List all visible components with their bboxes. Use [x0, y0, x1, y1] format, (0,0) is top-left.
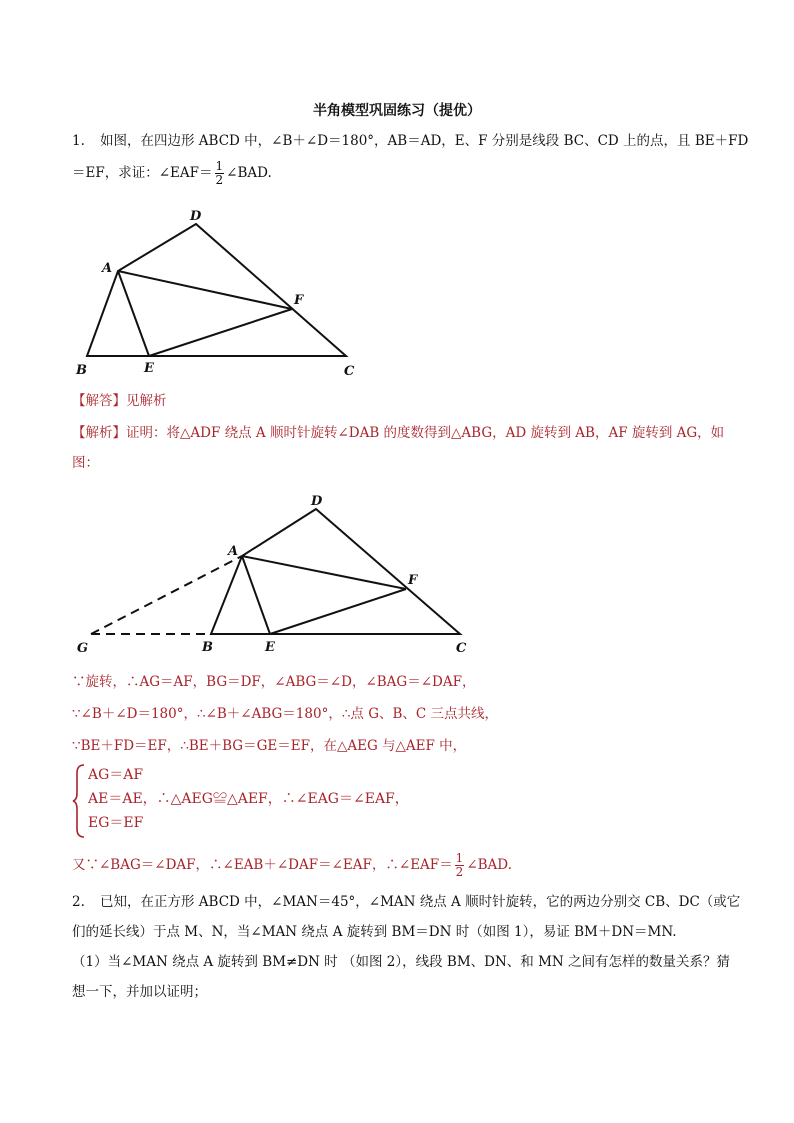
proof-line-2: ∵∠B＋∠D＝180°，∴∠B＋∠ABG＝180°，∴点 G、B、C 三点共线，: [72, 706, 499, 722]
fig2-dashed-ag: [91, 556, 242, 634]
fig2-label-a: A: [228, 544, 239, 559]
proof-frac-den: 2: [455, 865, 464, 879]
analysis-line-1: [72, 423, 724, 443]
fig1-segment-ef: [149, 309, 292, 356]
fig2-label-c: C: [456, 641, 467, 656]
fig2-label-g: G: [77, 641, 89, 656]
fig2-label-e: E: [265, 640, 275, 655]
q2-sub1-line-1: （1）当∠MAN 绕点 A 旋转到 BM≠DN 时 （如图 2），线段 BM、DN、和 MN 之间有怎样的数量关系？猜: [72, 954, 730, 970]
proof-text-4b: ∠BAD.: [466, 857, 512, 873]
answer-text: 见解析: [126, 393, 167, 409]
proof-line-4: [72, 852, 512, 879]
fig1-segment-af: [118, 271, 292, 309]
fig1-label-b: B: [76, 363, 87, 378]
q1-text-1: 如图，在四边形 ABCD 中，∠B＋∠D＝180°，AB＝AD，E、F 分别是线段 BC、CD 上的点，且 BE＋FD: [100, 133, 749, 149]
q1-frac-den: 2: [215, 173, 224, 187]
q2-number: 2.: [72, 894, 85, 910]
fig1-label-c: C: [344, 364, 355, 379]
fig1-segment-ae: [118, 271, 149, 356]
analysis-tag: 【解析】: [72, 425, 126, 441]
analysis-text-1: 证明：将△ADF 绕点 A 顺时针旋转∠DAB 的度数得到△ABG，AD 旋转到 AB，AF 旋转到 AG，如: [126, 425, 725, 441]
fig1-label-d: D: [190, 209, 202, 224]
q2-text-1: 已知，在正方形 ABCD 中，∠MAN＝45°，∠MAN 绕点 A 顺时针旋转，它的两边分别交 CB、DC（或它: [100, 894, 741, 910]
proof-text-4a: 又∵∠BAG＝∠DAF，∴∠EAB＋∠DAF＝∠EAF，∴∠EAF＝: [72, 857, 453, 873]
fig2-label-d: D: [311, 494, 323, 509]
proof-frac-num: 1: [455, 851, 464, 865]
page-title: 半角模型巩固练习（提优）: [313, 103, 481, 119]
q2-line-2: 们的延长线）于点 M、N，当∠MAN 绕点 A 旋转到 BM＝DN 时（如图 1），易证 BM＋DN＝MN.: [72, 924, 677, 940]
system-line-1: AG＝AF: [88, 767, 144, 783]
q1-text-2: ＝EF，求证：∠EAF＝: [72, 165, 213, 181]
q1-frac-num: 1: [215, 159, 224, 173]
system-line-2: AE＝AE，∴△AEG≌△AEF，∴∠EAG＝∠EAF，: [88, 791, 409, 807]
figure-2: [91, 509, 460, 634]
q1-number: 1.: [72, 133, 85, 149]
system-line-3: EG＝EF: [88, 815, 144, 831]
q1-text-3: ∠BAD.: [226, 165, 272, 181]
fig2-segment-ae: [242, 556, 270, 634]
fig1-label-f: F: [294, 293, 304, 308]
proof-line-1: ∵旋转，∴AG＝AF，BG＝DF，∠ABG＝∠D，∠BAG＝∠DAF，: [72, 674, 476, 690]
fig2-label-b: B: [202, 640, 213, 655]
analysis-line-2: 图：: [72, 455, 99, 471]
fig2-label-f: F: [408, 573, 418, 588]
left-brace-icon: [72, 763, 86, 839]
q2-sub1-line-2: 想一下，并加以证明；: [72, 984, 207, 1000]
proof-fraction: [455, 852, 465, 879]
fig1-label-a: A: [102, 261, 113, 276]
fig1-label-e: E: [144, 361, 154, 376]
answer-tag: 【解答】: [72, 393, 126, 409]
q2-line-1: [72, 892, 740, 912]
fig2-segment-ef: [270, 589, 406, 634]
fig2-segment-af: [242, 556, 406, 589]
answer-line: [72, 391, 167, 411]
proof-line-3: ∵BE＋FD＝EF，∴BE＋BG＝GE＝EF，在△AEG 与△AEF 中，: [72, 738, 467, 754]
